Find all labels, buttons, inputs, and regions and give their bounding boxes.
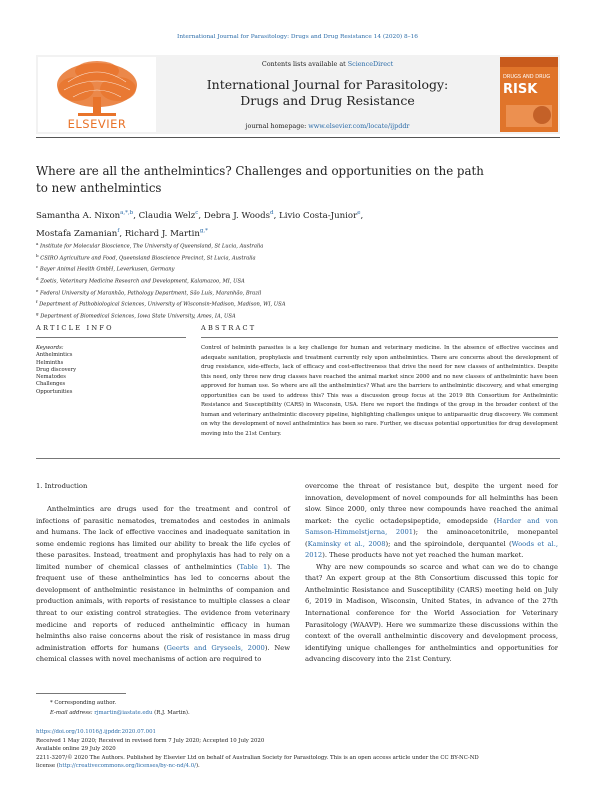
text-run: Anthelmintics are drugs used for the treatment and control of infections of parasitic nematodes, trematodes and cestodes in animals and humans. The lack of effective vaccines and inadequate sanitation in some endemic regions has limited our ability to break the life cycles of these parasites. Instead, treatment and prophylaxis has had to rely on a limited number of chemical classes of anthelmintics (	[36, 505, 290, 571]
abstract-rule-top	[201, 337, 558, 338]
footnote-rule	[36, 693, 126, 694]
author[interactable]: Richard J. Martin	[124, 229, 200, 240]
abstract-text: Control of helminth parasites is a key challenge for human and veterinary medicine. In the absence of effective vaccines and adequate sanitation, prophylaxis and treatment currently rely upon anthelmintics. There are concerns about the development of drug resistance, side-effects, lack of efficacy and cost-effectiveness that drive the need for new classes of anthelmintics. Despite this need, only three new drug classes have reached the animal market since 2000 and no new classes of anthelmintic have been approved for human use. So where are all the anthelmintics? What are the barriers to anthelmintic discovery, and what emerging opportunities can be used to address this? This was a discussion group focus at the 2019 8th Consortium for Anthelmintic Resistance and Susceptibility (CARS) in Wisconsin, USA. Here we report the findings of the group in the broader context of the human and veterinary anthelmintic discovery pipeline, highlighting challenges unique to antiparasitic drug discovery. We comment on why the development of novel anthelmintics has been so rare. Further, we discuss potential opportunities for drug development moving into the 21st Century.	[201, 345, 558, 437]
author-sup: d	[270, 210, 274, 216]
author-sup: c	[195, 210, 199, 216]
text-run: ); and the spiroindole, derquantel (	[385, 539, 512, 548]
author[interactable]: Samantha A. Nixon	[36, 210, 121, 221]
affiliation	[36, 310, 556, 322]
article-info-rule	[36, 337, 186, 338]
journal-title-line-2: Drugs and Drug Resistance	[240, 92, 415, 108]
affiliation-text: Bayer Animal Health GmbH, Leverkusen, Germany	[39, 267, 175, 274]
author-sup: f	[117, 228, 120, 235]
sciencedirect-link[interactable]: ScienceDirect	[347, 60, 394, 68]
author-sup: e	[357, 210, 361, 216]
keywords-block	[36, 345, 176, 396]
author[interactable]: Livio Costa-Junior	[279, 210, 358, 221]
body-paragraph: Why are new compounds so scarce and what can we do to change that? An expert group at the 8th Consortium discussed this topic for Anthelmintic Resistance and Susceptibility (CARS) meeting held on July 6, 2019 in Madison, Wisconsin, United States, in advance of the 27th International conference for the World Association for Veterinary Parasitology (WAAVP). Here we summarize these discussions within the context of the overall anthelmintic discovery and development process, identifying unique challenges for anthelmintics and opportunities for advancing discovery into the 21st Century.	[305, 562, 558, 664]
keyword[interactable]: Opportunities	[36, 388, 73, 395]
body-column-right	[305, 481, 558, 666]
citation-link[interactable]: Harder and von Samson-Himmelstjerna, 2001	[305, 516, 558, 537]
affiliation	[36, 263, 556, 275]
author[interactable]: Claudia Welz	[138, 210, 196, 221]
affiliation	[36, 275, 556, 287]
license-link[interactable]: http://creativecommons.org/licenses/by-nc-nd/4.0/	[58, 763, 196, 770]
footnote	[50, 699, 350, 718]
author-list: Samantha A. Nixon$^{a,*,b}$, Claudia Welz$^c$, Debra J. Woods$^d$, Livio Costa-Junior$^e$, Mostafa Zamanian$^f$, Richard J. Martin$^{g,*}$	[36, 210, 364, 240]
affiliation-text: CSIRO Agriculture and Food, Queensland Bioscience Precinct, St Lucia, Australia	[40, 255, 256, 262]
text-run: ). The frequent use of these anthelmintics has led to concerns about the development of anthelmintic resistance in helminths of companion and production animals, with reports of resistance to multiple classes a clear threat to our existing control strategies. The evidence from veterinary medicine and reports of reduced anthelmintic efficacy in human helminths also raise concerns about the risk of resistance in mass drug administration efforts for humans (	[36, 562, 290, 652]
affiliation-text: Federal University of Maranhão, Pathology Department, São Luís, Maranhão, Brazil	[40, 290, 262, 297]
citation-link[interactable]: Geerts and Gryseels, 2000	[166, 643, 265, 652]
affiliation-sup: d	[36, 275, 39, 281]
keyword[interactable]: Anthelmintics	[36, 352, 73, 359]
section-title: 1. Introduction	[36, 482, 88, 490]
license-prefix: license (	[36, 763, 59, 770]
affiliation	[36, 298, 556, 310]
author-sup: g,*	[199, 228, 208, 235]
email-line	[50, 709, 350, 719]
text-run: ). These products have not yet reached the human market.	[322, 551, 524, 560]
homepage-link[interactable]: www.elsevier.com/locate/ijpddr	[308, 122, 410, 130]
cover-big-text: RISK	[503, 82, 538, 97]
keyword[interactable]: Challenges	[36, 381, 66, 388]
citation-link[interactable]: Woods et al., 2012	[305, 539, 558, 560]
journal-title-line-1: International Journal for Parasitology:	[206, 77, 449, 92]
corresponding-author-note: * Corresponding author.	[50, 700, 117, 706]
keyword[interactable]: Drug discovery	[36, 366, 77, 373]
publisher-wordmark: ELSEVIER	[67, 117, 127, 131]
author-sup: a,*,b	[120, 210, 134, 216]
affiliation-text: Department of Pathobiological Sciences, University of Wisconsin-Madison, Madison, WI, USA	[39, 301, 286, 308]
masthead-rule	[36, 137, 560, 138]
body-paragraph	[305, 481, 558, 562]
keyword[interactable]: Nematodes	[36, 374, 66, 381]
copyright-line: 2211-3207/© 2020 The Authors. Published by Elsevier Ltd on behalf of Australian Society for Parasitology. This is an open access article under the CC BY-NC-ND	[36, 754, 479, 761]
affiliation-sup: c	[36, 264, 39, 270]
keywords-label: Keywords:	[36, 345, 64, 351]
affiliation	[36, 287, 556, 299]
affiliation-sup: a	[36, 241, 39, 246]
license-suffix: ).	[195, 763, 200, 770]
article-title-line-2: to new anthelmintics	[36, 180, 162, 195]
article-info-heading: ARTICLE INFO	[36, 324, 114, 332]
affiliation	[36, 240, 556, 252]
affiliation-text: Department of Biomedical Sciences, Iowa State University, Ames, IA, USA	[40, 313, 236, 320]
homepage-prefix: journal homepage:	[245, 122, 309, 130]
email-suffix: (R.J. Martin).	[152, 709, 190, 716]
email-label: E-mail address:	[50, 709, 95, 716]
doi-link[interactable]: https://doi.org/10.1016/j.ijpddr.2020.07.001	[36, 729, 156, 735]
citation-link[interactable]: Kaminsky et al., 2008	[307, 539, 386, 548]
table-1-link[interactable]: Table 1	[239, 562, 268, 571]
running-header: International Journal for Parasitology: Drugs and Drug Resistance 14 (2020) 8–16	[177, 34, 418, 40]
available-online: Available online 29 July 2020	[36, 746, 116, 753]
affiliation-sup: g	[36, 310, 39, 316]
email-link[interactable]: rjmartin@iastate.edu	[94, 709, 153, 716]
contents-line	[160, 60, 495, 68]
keyword[interactable]: Helminths	[36, 359, 64, 366]
license-line	[36, 762, 560, 771]
cover-small-text: DRUGS AND DRUG	[503, 74, 551, 80]
body-paragraph	[36, 504, 290, 666]
author[interactable]: Debra J. Woods	[203, 210, 271, 221]
text-run: ); the aminoacetonitrile, monepantel (	[305, 528, 558, 548]
received-dates: Received 1 May 2020; Received in revised form 7 July 2020; Accepted 10 July 2020	[36, 737, 265, 744]
text-run: overcome the threat of resistance but, despite the urgent need for innovation, development of novel compounds for all helminths has been slow. Since 2000, only three new compounds have reached the animal market: the cyclic octadepsipeptide, emodepside (	[305, 482, 558, 525]
abstract-heading: ABSTRACT	[201, 324, 257, 332]
article-title	[36, 163, 536, 196]
affiliation	[36, 252, 556, 264]
contents-prefix: Contents lists available at	[261, 60, 348, 68]
affiliation-sup: f	[36, 299, 38, 305]
article-title-line-1: Where are all the anthelmintics? Challenges and opportunities on the path	[36, 164, 484, 178]
text-run: ). New chemical classes with novel mechanisms of action are required to	[36, 643, 291, 664]
front-matter	[36, 728, 560, 771]
affiliation-sup: b	[36, 252, 39, 258]
author[interactable]: Mostafa Zamanian	[36, 229, 118, 240]
affiliation-text: Institute for Molecular Bioscience, The University of Queensland, St Lucia, Australia	[40, 243, 264, 250]
homepage-line	[160, 122, 495, 130]
journal-title	[160, 77, 495, 108]
affiliation-list	[36, 240, 556, 321]
affiliation-text: Zoetis, Veterinary Medicine Research and Development, Kalamazoo, MI, USA	[40, 278, 245, 285]
body-column-left	[36, 481, 290, 666]
abstract-rule-bottom	[36, 458, 560, 459]
affiliation-sup: e	[36, 287, 39, 293]
